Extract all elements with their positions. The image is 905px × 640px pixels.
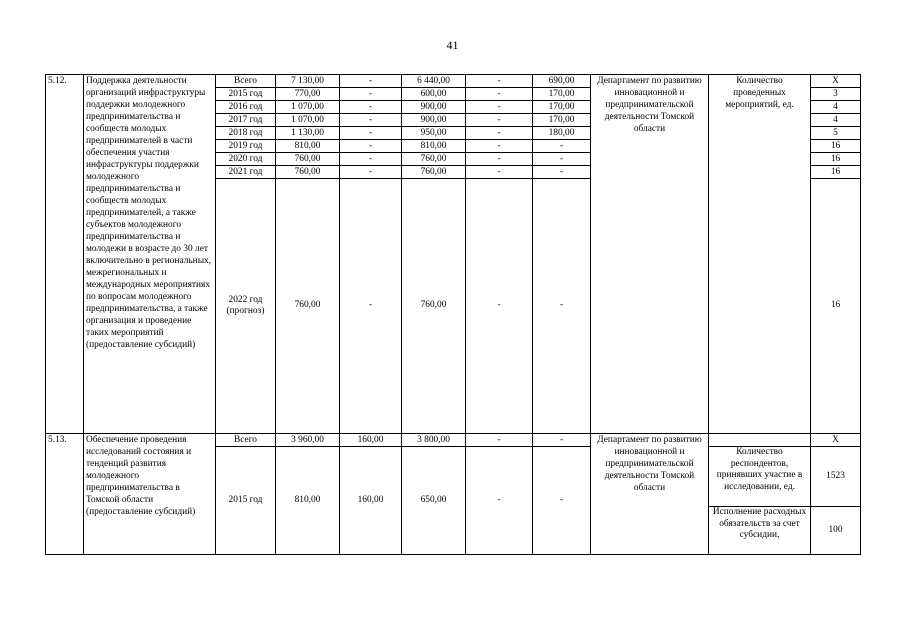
federal-cell: 160,00 xyxy=(340,434,402,447)
other-cell: - xyxy=(533,140,591,153)
federal-cell: - xyxy=(340,75,402,88)
regional-cell: 6 440,00 xyxy=(402,75,466,88)
table-row xyxy=(46,75,861,88)
other-cell: 180,00 xyxy=(533,127,591,140)
regional-cell: 810,00 xyxy=(402,140,466,153)
other-cell: - xyxy=(533,434,591,447)
total-cell: 810,00 xyxy=(276,140,340,153)
regional-cell: 900,00 xyxy=(402,101,466,114)
item-name: Поддержка деятельности организаций инфраструктуры поддержки молодежного предпринимательства и сообществ молодых предпринимателей в части обеспечения участия инфраструктуры поддержки молодежного предпринимательства и сообществ молодых предпринимателей, а также субъектов молодежного предпринимательства и молодежи в возрасте до 30 лет включительно в региональных, межрегиональных и международных мероприятиях по вопросам молодежного предпринимательства, а также организация и проведение таких мероприятий (предоставление субсидий) xyxy=(84,75,216,434)
regional-cell: 950,00 xyxy=(402,127,466,140)
total-cell: 770,00 xyxy=(276,88,340,101)
other-cell: 170,00 xyxy=(533,101,591,114)
total-cell: 810,00 xyxy=(276,447,340,555)
period-cell: Всего xyxy=(216,434,276,447)
local-cell: - xyxy=(466,153,533,166)
period-cell: Всего xyxy=(216,75,276,88)
local-cell: - xyxy=(466,101,533,114)
local-cell: - xyxy=(466,75,533,88)
indicator-cell xyxy=(709,434,811,447)
total-cell: 1 070,00 xyxy=(276,114,340,127)
period-cell: 2022 год (прогноз) xyxy=(216,179,276,434)
value-cell: 16 xyxy=(811,166,861,179)
value-cell: 16 xyxy=(811,140,861,153)
total-cell: 760,00 xyxy=(276,179,340,434)
total-cell: 1 130,00 xyxy=(276,127,340,140)
local-cell: - xyxy=(466,166,533,179)
period-cell: 2015 год xyxy=(216,88,276,101)
regional-cell: 650,00 xyxy=(402,447,466,555)
value-cell: 16 xyxy=(811,153,861,166)
period-cell: 2021 год xyxy=(216,166,276,179)
value-cell: 100 xyxy=(811,507,861,555)
department-cell: Департамент по развитию инновационной и предпринимательской деятельности Томской области xyxy=(591,75,709,434)
local-cell: - xyxy=(466,434,533,447)
other-cell: - xyxy=(533,166,591,179)
value-cell: 4 xyxy=(811,101,861,114)
value-cell: 4 xyxy=(811,114,861,127)
federal-cell: - xyxy=(340,166,402,179)
department-cell: Департамент по развитию инновационной и предпринимательской деятельности Томской области xyxy=(591,434,709,555)
federal-cell: - xyxy=(340,101,402,114)
value-cell: 16 xyxy=(811,179,861,434)
local-cell: - xyxy=(466,447,533,555)
other-cell: 170,00 xyxy=(533,114,591,127)
federal-cell: 160,00 xyxy=(340,447,402,555)
indicator-cell: Количество респондентов, принявших участие в исследовании, ед. xyxy=(709,447,811,507)
federal-cell: - xyxy=(340,179,402,434)
value-cell: Х xyxy=(811,434,861,447)
regional-cell: 760,00 xyxy=(402,153,466,166)
period-cell: 2020 год xyxy=(216,153,276,166)
regional-cell: 760,00 xyxy=(402,166,466,179)
item-number: 5.13. xyxy=(46,434,84,555)
total-cell: 7 130,00 xyxy=(276,75,340,88)
regional-cell: 3 800,00 xyxy=(402,434,466,447)
total-cell: 760,00 xyxy=(276,153,340,166)
federal-cell: - xyxy=(340,88,402,101)
period-cell: 2015 год xyxy=(216,447,276,555)
period-cell: 2017 год xyxy=(216,114,276,127)
table-row xyxy=(46,434,861,447)
federal-cell: - xyxy=(340,127,402,140)
period-cell: 2018 год xyxy=(216,127,276,140)
local-cell: - xyxy=(466,88,533,101)
other-cell: - xyxy=(533,153,591,166)
page-number: 41 xyxy=(446,38,459,52)
total-cell: 3 960,00 xyxy=(276,434,340,447)
other-cell: - xyxy=(533,447,591,555)
regional-cell: 760,00 xyxy=(402,179,466,434)
local-cell: - xyxy=(466,127,533,140)
federal-cell: - xyxy=(340,114,402,127)
other-cell: 170,00 xyxy=(533,88,591,101)
period-cell: 2016 год xyxy=(216,101,276,114)
item-name: Обеспечение проведения исследований состояния и тенденций развития молодежного предпринимательства в Томской области (предоставление субсидий) xyxy=(84,434,216,555)
value-cell: 5 xyxy=(811,127,861,140)
item-number: 5.12. xyxy=(46,75,84,434)
total-cell: 760,00 xyxy=(276,166,340,179)
value-cell: 1523 xyxy=(811,447,861,507)
value-cell: Х xyxy=(811,75,861,88)
value-cell: 3 xyxy=(811,88,861,101)
other-cell: - xyxy=(533,179,591,434)
regional-cell: 900,00 xyxy=(402,114,466,127)
local-cell: - xyxy=(466,179,533,434)
regional-cell: 600,00 xyxy=(402,88,466,101)
indicator-cell: Количество проведенных мероприятий, ед. xyxy=(709,75,811,434)
total-cell: 1 070,00 xyxy=(276,101,340,114)
indicator-cell: Исполнение расходных обязательств за счет субсидии, xyxy=(709,507,811,555)
period-cell: 2019 год xyxy=(216,140,276,153)
other-cell: 690,00 xyxy=(533,75,591,88)
federal-cell: - xyxy=(340,140,402,153)
local-cell: - xyxy=(466,140,533,153)
federal-cell: - xyxy=(340,153,402,166)
local-cell: - xyxy=(466,114,533,127)
program-table xyxy=(45,74,861,555)
